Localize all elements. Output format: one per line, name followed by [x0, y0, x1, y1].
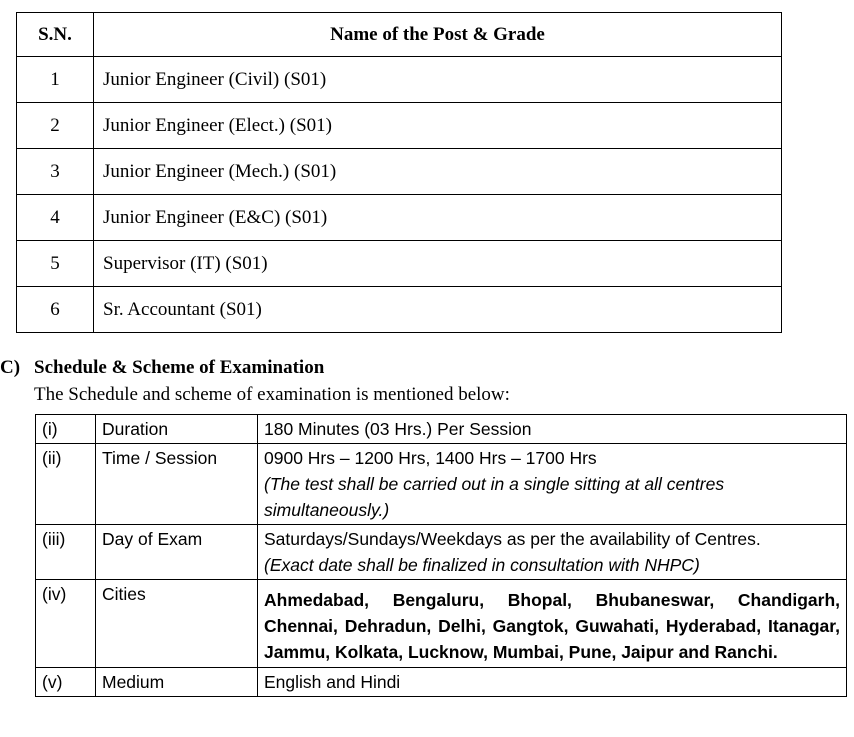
sn-cell: 6 [17, 287, 94, 333]
posts-table [16, 12, 782, 333]
row-number: (iii) [36, 525, 96, 580]
section-heading [0, 357, 324, 379]
duration-value: 180 Minutes (03 Hrs.) Per Session [264, 419, 532, 439]
table-row [17, 57, 782, 103]
table-row [17, 149, 782, 195]
post-cell: Junior Engineer (Civil) (S01) [94, 57, 782, 103]
table-row [36, 444, 847, 525]
post-cell: Supervisor (IT) (S01) [94, 241, 782, 287]
sn-cell: 3 [17, 149, 94, 195]
table-row [36, 580, 847, 668]
schedule-table [35, 414, 847, 697]
time-value: 0900 Hrs – 1200 Hrs, 1400 Hrs – 1700 Hrs [264, 448, 597, 468]
row-label: Medium [96, 668, 258, 697]
table-row [36, 415, 847, 444]
table-row [17, 241, 782, 287]
section-title: Schedule & Scheme of Examination [34, 357, 325, 378]
row-number: (v) [36, 668, 96, 697]
day-note: (Exact date shall be finalized in consultation with NHPC) [264, 555, 700, 575]
table-row [36, 525, 847, 580]
post-cell: Junior Engineer (E&C) (S01) [94, 195, 782, 241]
row-value [258, 444, 847, 525]
table-row [17, 103, 782, 149]
sn-header: S.N. [17, 13, 94, 57]
section-letter: C) [0, 357, 21, 378]
row-value [258, 525, 847, 580]
table-row [17, 287, 782, 333]
row-label: Day of Exam [96, 525, 258, 580]
row-value [258, 415, 847, 444]
table-row [17, 195, 782, 241]
posts-header-row [17, 13, 782, 57]
sn-cell: 4 [17, 195, 94, 241]
row-number: (i) [36, 415, 96, 444]
sn-cell: 1 [17, 57, 94, 103]
post-cell: Junior Engineer (Elect.) (S01) [94, 103, 782, 149]
post-name-header: Name of the Post & Grade [94, 13, 782, 57]
row-number: (ii) [36, 444, 96, 525]
row-number: (iv) [36, 580, 96, 668]
time-note: (The test shall be carried out in a single sitting at all centres simultaneously.) [264, 474, 725, 520]
cities-value: Ahmedabad, Bengaluru, Bhopal, Bhubaneswar, Chandigarh, Chennai, Dehradun, Delhi, Gangtok, Guwahati, Hyderabad, Itanagar, Jammu, Kolkata, Lucknow, Mumbai, Pune, Jaipur and Ranchi. [258, 580, 847, 668]
medium-value: English and Hindi [258, 668, 847, 697]
sn-cell: 2 [17, 103, 94, 149]
post-cell: Junior Engineer (Mech.) (S01) [94, 149, 782, 195]
day-value: Saturdays/Sundays/Weekdays as per the availability of Centres. [264, 529, 761, 549]
section-intro: The Schedule and scheme of examination is mentioned below: [34, 384, 510, 405]
sn-cell: 5 [17, 241, 94, 287]
row-label: Duration [96, 415, 258, 444]
row-label: Cities [96, 580, 258, 668]
post-cell: Sr. Accountant (S01) [94, 287, 782, 333]
table-row [36, 668, 847, 697]
row-label: Time / Session [96, 444, 258, 525]
